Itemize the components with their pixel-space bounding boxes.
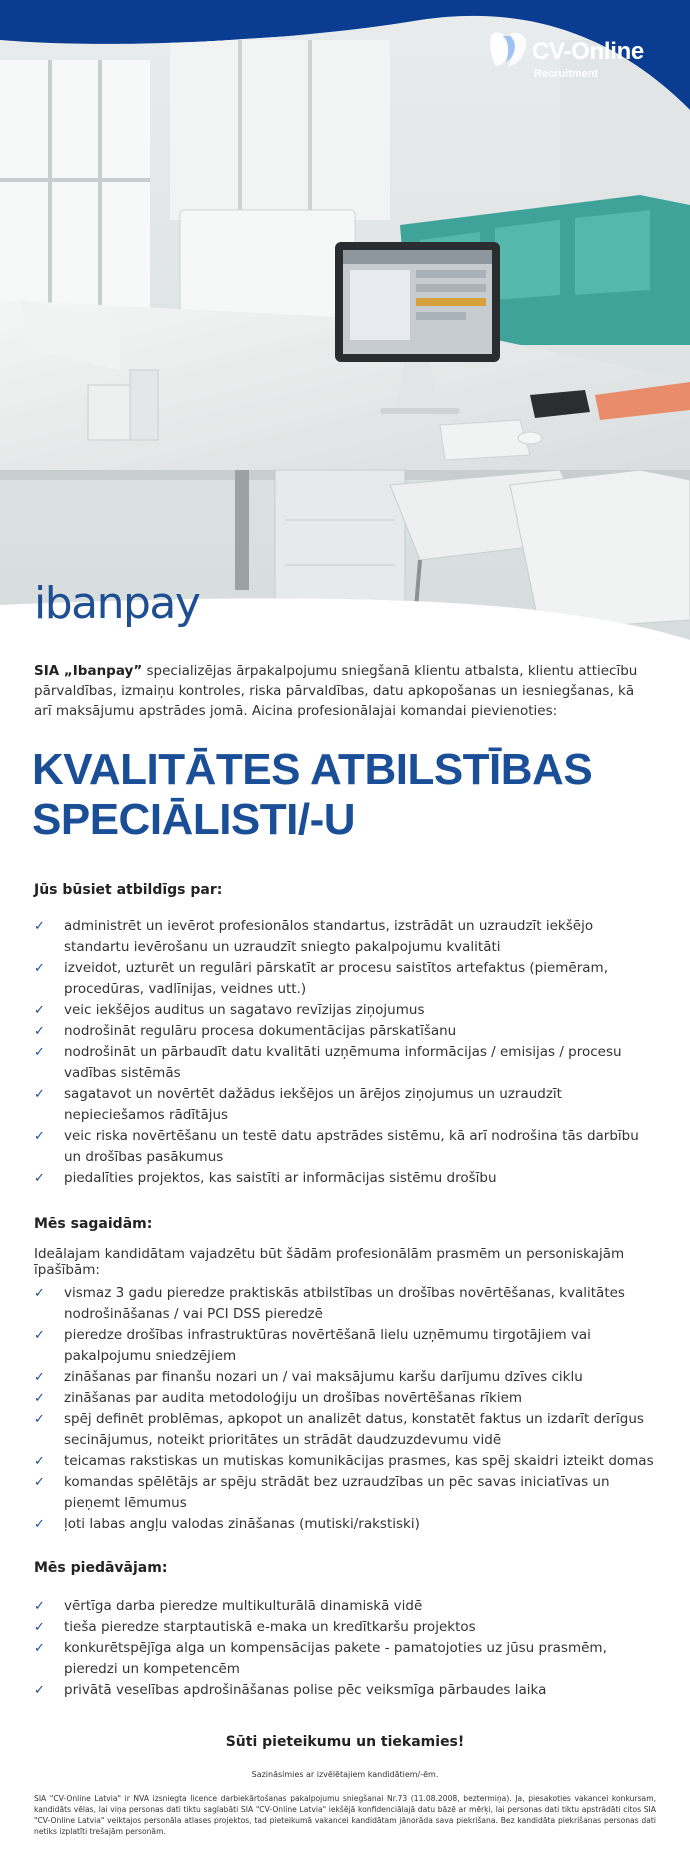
check-icon: ✓	[34, 1641, 45, 1656]
duties-heading: Jūs būsiet atbildīgs par:	[34, 882, 223, 898]
check-icon: ✓	[34, 1599, 45, 1614]
cv-online-tagline: Recruitment	[534, 68, 599, 80]
check-icon: ✓	[34, 1391, 45, 1406]
check-icon: ✓	[34, 1454, 45, 1469]
employer-logo: ibanpay	[34, 578, 200, 629]
legal-notice: SIA "CV-Online Latvia" ir NVA izsniegta licence darbiekārtošanas pakalpojumu sniegšanai Nr.73 (11.08.2008, beztermiņa). Ja, piesakoties vakancei konkursam, kandidāts vēlas, lai viņa personas dati tiktu saglabāti SIA "CV-Online Latvia" iekšējā konfidenciālajā datu bāzē ar mērķi, lai personas dati tiktu apstrādāti citos SIA "CV-Online Latvia" veiktajos personāla atlases projektos, tad pieteikumā vakancei kandidātam jānorāda sava piekrišana. Bez kandidāta piekrišanas personas dati netiks izplatīti trešajām personām.	[34, 1794, 656, 1836]
list-item: ✓ veic iekšējos auditus un sagatavo revīzijas ziņojumus	[30, 1000, 655, 1021]
list-item: ✓ sagatavot un novērtēt dažādus iekšējos un ārējos ziņojumus un uzraudzīt nepieciešamos rādītājus	[34, 1086, 562, 1123]
check-icon: ✓	[34, 961, 45, 976]
requirements-list	[30, 1283, 655, 1535]
check-icon: ✓	[34, 1620, 45, 1635]
check-icon: ✓	[34, 1087, 45, 1102]
cv-online-logo[interactable]	[488, 28, 658, 84]
list-item: ✓ veic riska novērtēšanu un testē datu apstrādes sistēmu, kā arī nodrošina tās darbību un drošības pasākumus	[34, 1128, 639, 1165]
check-icon: ✓	[34, 1024, 45, 1039]
offer-list	[30, 1596, 655, 1701]
job-title-line-1: KVALITĀTES ATBILSTĪBAS	[32, 745, 593, 794]
check-icon: ✓	[34, 1517, 45, 1532]
check-icon: ✓	[34, 1171, 45, 1186]
check-icon: ✓	[34, 1475, 45, 1490]
check-icon: ✓	[34, 1370, 45, 1385]
cv-online-logo-icon	[488, 28, 530, 70]
contact-note: Sazināsimies ar izvēlētajiem kandidātiem/-ēm.	[251, 1770, 439, 1779]
list-item: ✓ izveidot, uzturēt un regulāri pārskatīt ar procesu saistītos artefaktus (piemēram, procedūras, vadlīnijas, veidnes utt.)	[34, 960, 609, 997]
list-item: ✓ privātā veselības apdrošināšanas polise pēc veiksmīga pārbaudes laika	[30, 1680, 655, 1701]
check-icon: ✓	[34, 1045, 45, 1060]
apply-call-to-action: Sūti pieteikumu un tiekamies!	[225, 1734, 465, 1750]
requirements-heading: Mēs sagaidām:	[34, 1216, 153, 1232]
job-title-line-2: SPECIĀLISTI/-U	[32, 795, 356, 844]
company-name: SIA „Ibanpay”	[34, 663, 143, 679]
check-icon: ✓	[34, 919, 45, 934]
list-item: ✓ komandas spēlētājs ar spēju strādāt bez uzraudzības un pēc savas iniciatīvas un pieņemt lēmumus	[34, 1474, 610, 1511]
list-item: ✓ zināšanas par finanšu nozari un / vai maksājumu karšu darījumu dzīves ciklu	[30, 1367, 655, 1388]
list-item: ✓ ļoti labas angļu valodas zināšanas (mutiski/rakstiski)	[30, 1514, 655, 1535]
duties-list	[30, 916, 655, 1189]
check-icon: ✓	[34, 1003, 45, 1018]
list-item: ✓ vērtīga darba pieredze multikulturālā dinamiskā vidē	[30, 1596, 655, 1617]
list-item: ✓ konkurētspējīga alga un kompensācijas pakete - pamatojoties uz jūsu prasmēm, pieredzi un kompetencēm	[34, 1640, 607, 1677]
check-icon: ✓	[34, 1683, 45, 1698]
intro-text: specializējas ārpakalpojumu sniegšanā klientu atbalsta, klientu attiecību pārvaldības, izmaiņu kontroles, riska pārvaldības, datu apkopošanas un iesniegšanas, kā arī maksājumu apstrādes jomā. Aicina profesionālajai komandai pievienoties:	[34, 663, 638, 719]
list-item: ✓ piedalīties projektos, kas saistīti ar informācijas sistēmu drošību	[30, 1168, 655, 1189]
list-item: ✓ spēj definēt problēmas, apkopot un analizēt datus, konstatēt faktus un izdarīt derīgus secinājumus, noteikt prioritātes un strādāt daudzuzdevumu vidē	[34, 1411, 644, 1448]
offer-heading: Mēs piedāvājam:	[34, 1560, 168, 1576]
check-icon: ✓	[34, 1286, 45, 1301]
check-icon: ✓	[34, 1412, 45, 1427]
list-item: ✓ vismaz 3 gadu pieredze praktiskās atbilstības un drošības novērtēšanas, kvalitātes nodrošināšanas / vai PCI DSS pieredzē	[34, 1285, 625, 1322]
list-item: ✓ administrēt un ievērot profesionālos standartus, izstrādāt un uzraudzīt iekšējo standartu ievērošanu un uzraudzīt sniegto pakalpojumu kvalitāti	[34, 918, 594, 955]
list-item: ✓ zināšanas par audita metodoloģiju un drošības novērtēšanas rīkiem	[30, 1388, 655, 1409]
office-photo	[0, 0, 690, 660]
check-icon: ✓	[34, 1328, 45, 1343]
list-item: ✓ pieredze drošības infrastruktūras novērtēšanā lielu uzņēmumu tirgotājiem vai pakalpojumu sniedzējiem	[34, 1327, 591, 1364]
list-item: ✓ nodrošināt regulāru procesa dokumentācijas pārskatīšanu	[30, 1021, 655, 1042]
check-icon: ✓	[34, 1129, 45, 1144]
cv-online-name: CV-Online	[532, 38, 644, 65]
list-item: ✓ tieša pieredze starptautiskā e-maka un kredītkaršu projektos	[30, 1617, 655, 1638]
list-item: ✓ teicamas rakstiskas un mutiskas komunikācijas prasmes, kas spēj skaidri izteikt domas	[30, 1451, 655, 1472]
list-item: ✓ nodrošināt un pārbaudīt datu kvalitāti uzņēmuma informācijas / emisijas / procesu vadības sistēmās	[34, 1044, 622, 1081]
hero-banner	[0, 0, 690, 660]
requirements-lead: Ideālajam kandidātam vajadzētu būt šādām profesionālām prasmēm un personiskajām īpašībām:	[34, 1246, 625, 1278]
company-intro	[34, 661, 654, 721]
job-title	[32, 745, 672, 845]
